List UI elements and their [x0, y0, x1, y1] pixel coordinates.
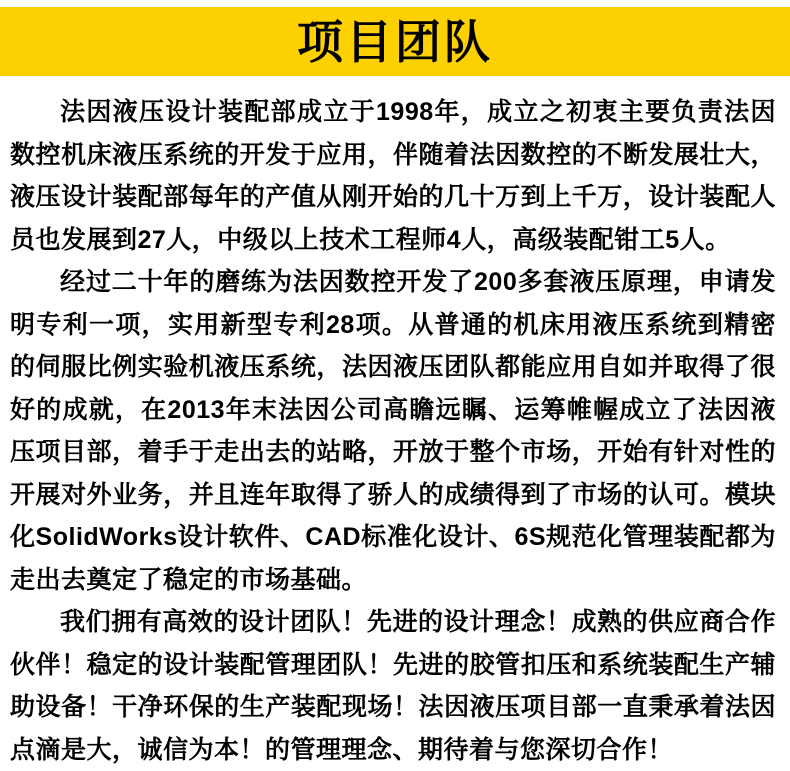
paragraph-company-founding: 法因液压设计装配部成立于1998年，成立之初衷主要负责法因数控机床液压系统的开发于应用，伴随着法因数控的不断发展壮大，液压设计装配部每年的产值从刚开始的几十万到上千万，设计装配人员也发展到27人，中级以上技术工程师4人，高级装配钳工5人。	[10, 98, 776, 254]
paragraph-achievements: 经过二十年的磨练为法因数控开发了200多套液压原理，申请发明专利一项，实用新型专利28项。从普通的机床用液压系统到精密的伺服比例实验机液压系统，法因液压团队都能应用自如并取得了很好的成就，在2013年末法因公司高瞻远瞩、运筹帷幄成立了法因液压项目部，着手于走出去的站略，开放于整个市场，开始有针对性的开展对外业务，并且连年取得了骄人的成绩得到了市场的认可。模块化SolidWorks设计软件、CAD标准化设计、6S规范化管理装配都为走出去奠定了稳定的市场基础。	[10, 268, 776, 594]
header-banner	[0, 7, 790, 76]
page-title: 项目团队	[297, 15, 493, 68]
body-text	[0, 76, 790, 771]
product-description-page	[0, 7, 790, 764]
paragraph-team-values: 我们拥有高效的设计团队！先进的设计理念！成熟的供应商合作伙伴！稳定的设计装配管理团队！先进的胶管扣压和系统装配生产辅助设备！干净环保的生产装配现场！法因液压项目部一直秉承着法因点滴是大，诚信为本！的管理理念、期待着与您深切合作！	[10, 608, 776, 764]
